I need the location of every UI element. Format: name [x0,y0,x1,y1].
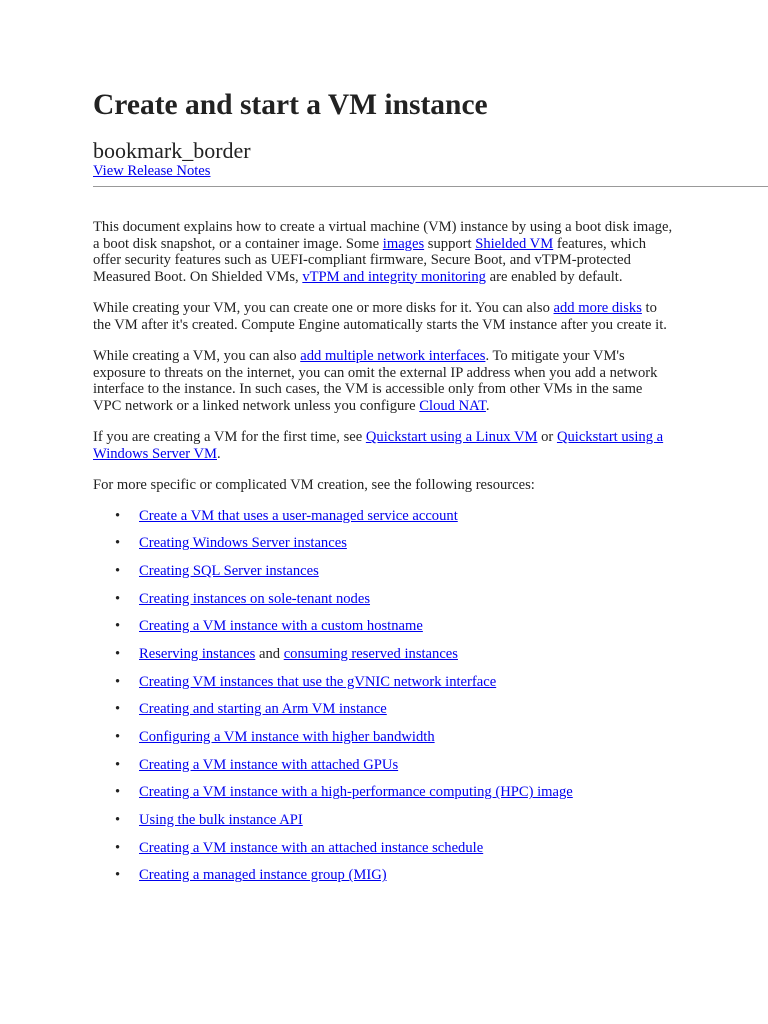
list-item [93,757,673,785]
resource-link[interactable]: Creating a VM instance with a custom hostname [139,618,423,635]
page-title: Create and start a VM instance [93,89,488,121]
text-span: features, which offer security features such as UEFI-compliant firmware, Secure Boot, and vTPM-protected Measured Boot. On Shielded VMs, [93,235,646,285]
text-span: to the VM after it's created. Compute Engine automatically starts the VM instance after you create it. [93,300,667,333]
list-item [93,508,673,536]
resource-link[interactable]: Creating a VM instance with a high-performance computing (HPC) image [139,784,573,801]
list-item [93,563,673,591]
bullet: • [115,645,121,662]
consuming-reserved-link[interactable]: consuming reserved instances [283,645,458,662]
view-release-notes-link[interactable]: View Release Notes [93,163,211,179]
resource-link[interactable]: Creating and starting an Arm VM instance [139,701,387,718]
text-span: . [485,397,490,414]
list-item [93,674,673,702]
bookmark-icon[interactable]: bookmark_border [93,138,251,163]
quickstart-linux-link[interactable]: Quickstart using a Linux VM [365,429,538,445]
bullet: • [115,590,121,607]
images-link[interactable]: images [382,235,425,252]
resource-link[interactable]: Creating VM instances that use the gVNIC network interface [139,673,497,690]
bullet: • [115,756,121,773]
resource-link[interactable]: Create a VM that uses a user-managed service account [139,507,458,524]
article-body [93,219,673,895]
resource-link[interactable]: Using the bulk instance API [139,812,303,829]
list-item [93,535,673,563]
vtpm-link[interactable]: vTPM and integrity monitoring [302,268,486,285]
resource-link[interactable]: Creating Windows Server instances [139,535,347,552]
resource-link[interactable]: Creating a VM instance with attached GPUs [139,756,399,773]
resource-link[interactable]: Creating a VM instance with an attached instance schedule [139,839,484,856]
text-span: support [424,235,476,252]
bullet: • [115,618,121,635]
text-span: and [255,645,284,662]
list-item [93,784,673,812]
header-divider [93,186,768,187]
bullet: • [115,839,121,856]
intro-paragraph-4 [93,429,673,462]
reserving-instances-link[interactable]: Reserving instances [139,645,256,662]
network-interfaces-link[interactable]: add multiple network interfaces [300,348,486,364]
resource-link[interactable]: Creating a managed instance group (MIG) [139,867,387,884]
intro-paragraph-5: For more specific or complicated VM creation, see the following resources: [93,477,535,493]
intro-paragraph-1 [93,219,673,285]
list-item [93,618,673,646]
resource-link[interactable]: Creating SQL Server instances [139,562,319,579]
list-item [93,591,673,619]
list-item [93,701,673,729]
text-span: . To mitigate your VM's exposure to threats on the internet, you can omit the external IP address when you add a network interface to the instance. In such cases, the VM is accessible only from other VMs in the same VPC network or a linked network unless you configure [93,348,658,414]
bullet: • [115,562,121,579]
text-span: or [537,429,557,445]
bullet: • [115,867,121,884]
list-item [93,812,673,840]
text-span: This document explains how to create a virtual machine (VM) instance by using a boot disk image, a boot disk snapshot, or a container image. Some [93,219,673,252]
text-span: If you are creating a VM for the first time, see [93,429,366,445]
intro-paragraph-3 [93,348,673,414]
bullet: • [115,535,121,552]
quickstart-windows-link[interactable]: Quickstart using a Windows Server VM [93,429,664,462]
list-item [93,840,673,868]
resource-link[interactable]: Configuring a VM instance with higher bandwidth [139,729,435,745]
list-item [93,646,673,674]
bullet: • [115,673,121,690]
shielded-vm-link[interactable]: Shielded VM [475,235,554,252]
bullet: • [115,812,121,829]
add-more-disks-link[interactable]: add more disks [553,300,642,316]
text-span: While creating your VM, you can create one or more disks for it. You can also [93,300,554,316]
text-span: . [217,445,221,462]
bullet: • [115,507,121,524]
bullet: • [115,701,121,718]
cloud-nat-link[interactable]: Cloud NAT [419,397,486,414]
bullet: • [115,729,121,745]
list-item [93,729,673,757]
resource-link[interactable]: Creating instances on sole-tenant nodes [139,590,371,607]
intro-paragraph-2 [93,300,673,333]
bullet: • [115,784,121,801]
resources-list [93,508,673,896]
text-span: While creating a VM, you can also [93,348,301,364]
text-span: are enabled by default. [485,268,623,285]
list-item [93,867,673,895]
